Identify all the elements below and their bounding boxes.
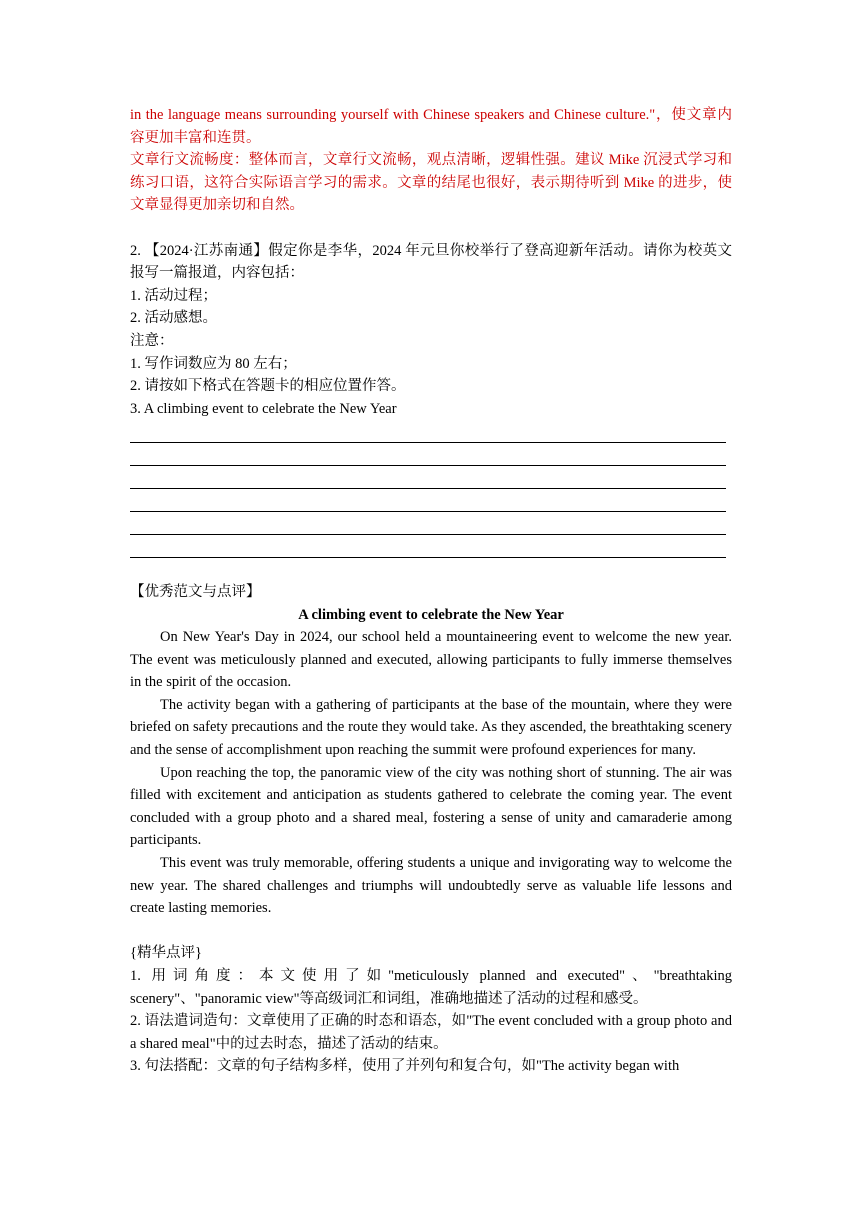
fluency-feedback: 文章行文流畅度：整体而言，文章行文流畅，观点清晰，逻辑性强。建议 Mike 沉浸式学习和练习口语，这符合实际语言学习的需求。文章的结尾也很好，表示期待听到 Mike 的进步，使文章显得更加亲切和自然。 <box>130 152 732 214</box>
commentary-point: 3. 句法搭配：文章的句子结构多样，使用了并列句和复合句，如"The activity began with <box>130 1058 680 1075</box>
essay-paragraph: Upon reaching the top, the panoramic view of the city was nothing short of stunning. The air was filled with excitement and anticipation as students gathered to celebrate the coming year. The event concluded with a group photo and a shared meal, fostering a sense of unity and camaraderie among participants. <box>130 764 732 849</box>
answer-line <box>130 512 726 535</box>
question-item: 1. 活动过程； <box>130 287 217 304</box>
essay-title: A climbing event to celebrate the New Year <box>298 606 564 623</box>
note-item: 2. 请按如下格式在答题卡的相应位置作答。 <box>130 378 406 395</box>
commentary-point: 1. 用词角度：本文使用了如"meticulously planned and executed"、"breathtaking scenery"、"panoramic view"等高级词汇和词组，准确地描述了活动的过程和感受。 <box>130 968 732 1007</box>
essay-paragraph: On New Year's Day in 2024, our school held a mountaineering event to welcome the new year. The event was meticulously planned and executed, allowing participants to fully immerse themselves in the spirit of the occasion. <box>130 629 732 691</box>
spacer <box>130 217 732 240</box>
answer-line <box>130 443 726 466</box>
answer-line <box>130 466 726 489</box>
note-item: 3. A climbing event to celebrate the New Year <box>130 400 397 417</box>
spacer <box>130 920 732 943</box>
question-prompt: 2. 【2024·江苏南通】假定你是李华，2024 年元旦你校举行了登高迎新年活动。请你为校英文报写一篇报道，内容包括： <box>130 242 732 282</box>
note-item: 1. 写作词数应为 80 左右； <box>130 355 297 372</box>
commentary-point: 2. 语法遣词造句：文章使用了正确的时态和语态，如"The event concluded with a group photo and a shared meal"中的过去时态，描述了活动的结束。 <box>130 1013 732 1052</box>
answer-line <box>130 420 726 443</box>
answer-line <box>130 489 726 512</box>
answer-line <box>130 535 726 558</box>
note-label: 注意： <box>130 332 174 349</box>
spacer <box>130 558 732 581</box>
feedback-continued-text: in the language means surrounding yourself with Chinese speakers and Chinese culture."，使文章内容更加丰富和连贯。 <box>130 107 732 146</box>
answer-lines <box>130 420 732 558</box>
document-page <box>130 104 732 1078</box>
commentary-label: {精华点评} <box>130 945 202 962</box>
section-label: 【优秀范文与点评】 <box>130 583 261 600</box>
essay-paragraph: The activity began with a gathering of participants at the base of the mountain, where they were briefed on safety precautions and the route they would take. As they ascended, the breathtaking scenery and the sense of accomplishment upon reaching the summit were profound experiences for many. <box>130 696 732 759</box>
essay-paragraph: This event was truly memorable, offering students a unique and invigorating way to welcome the new year. The shared challenges and triumphs will undoubtedly serve as valuable life lessons and create lasting memories. <box>130 855 732 917</box>
question-item: 2. 活动感想。 <box>130 310 217 327</box>
